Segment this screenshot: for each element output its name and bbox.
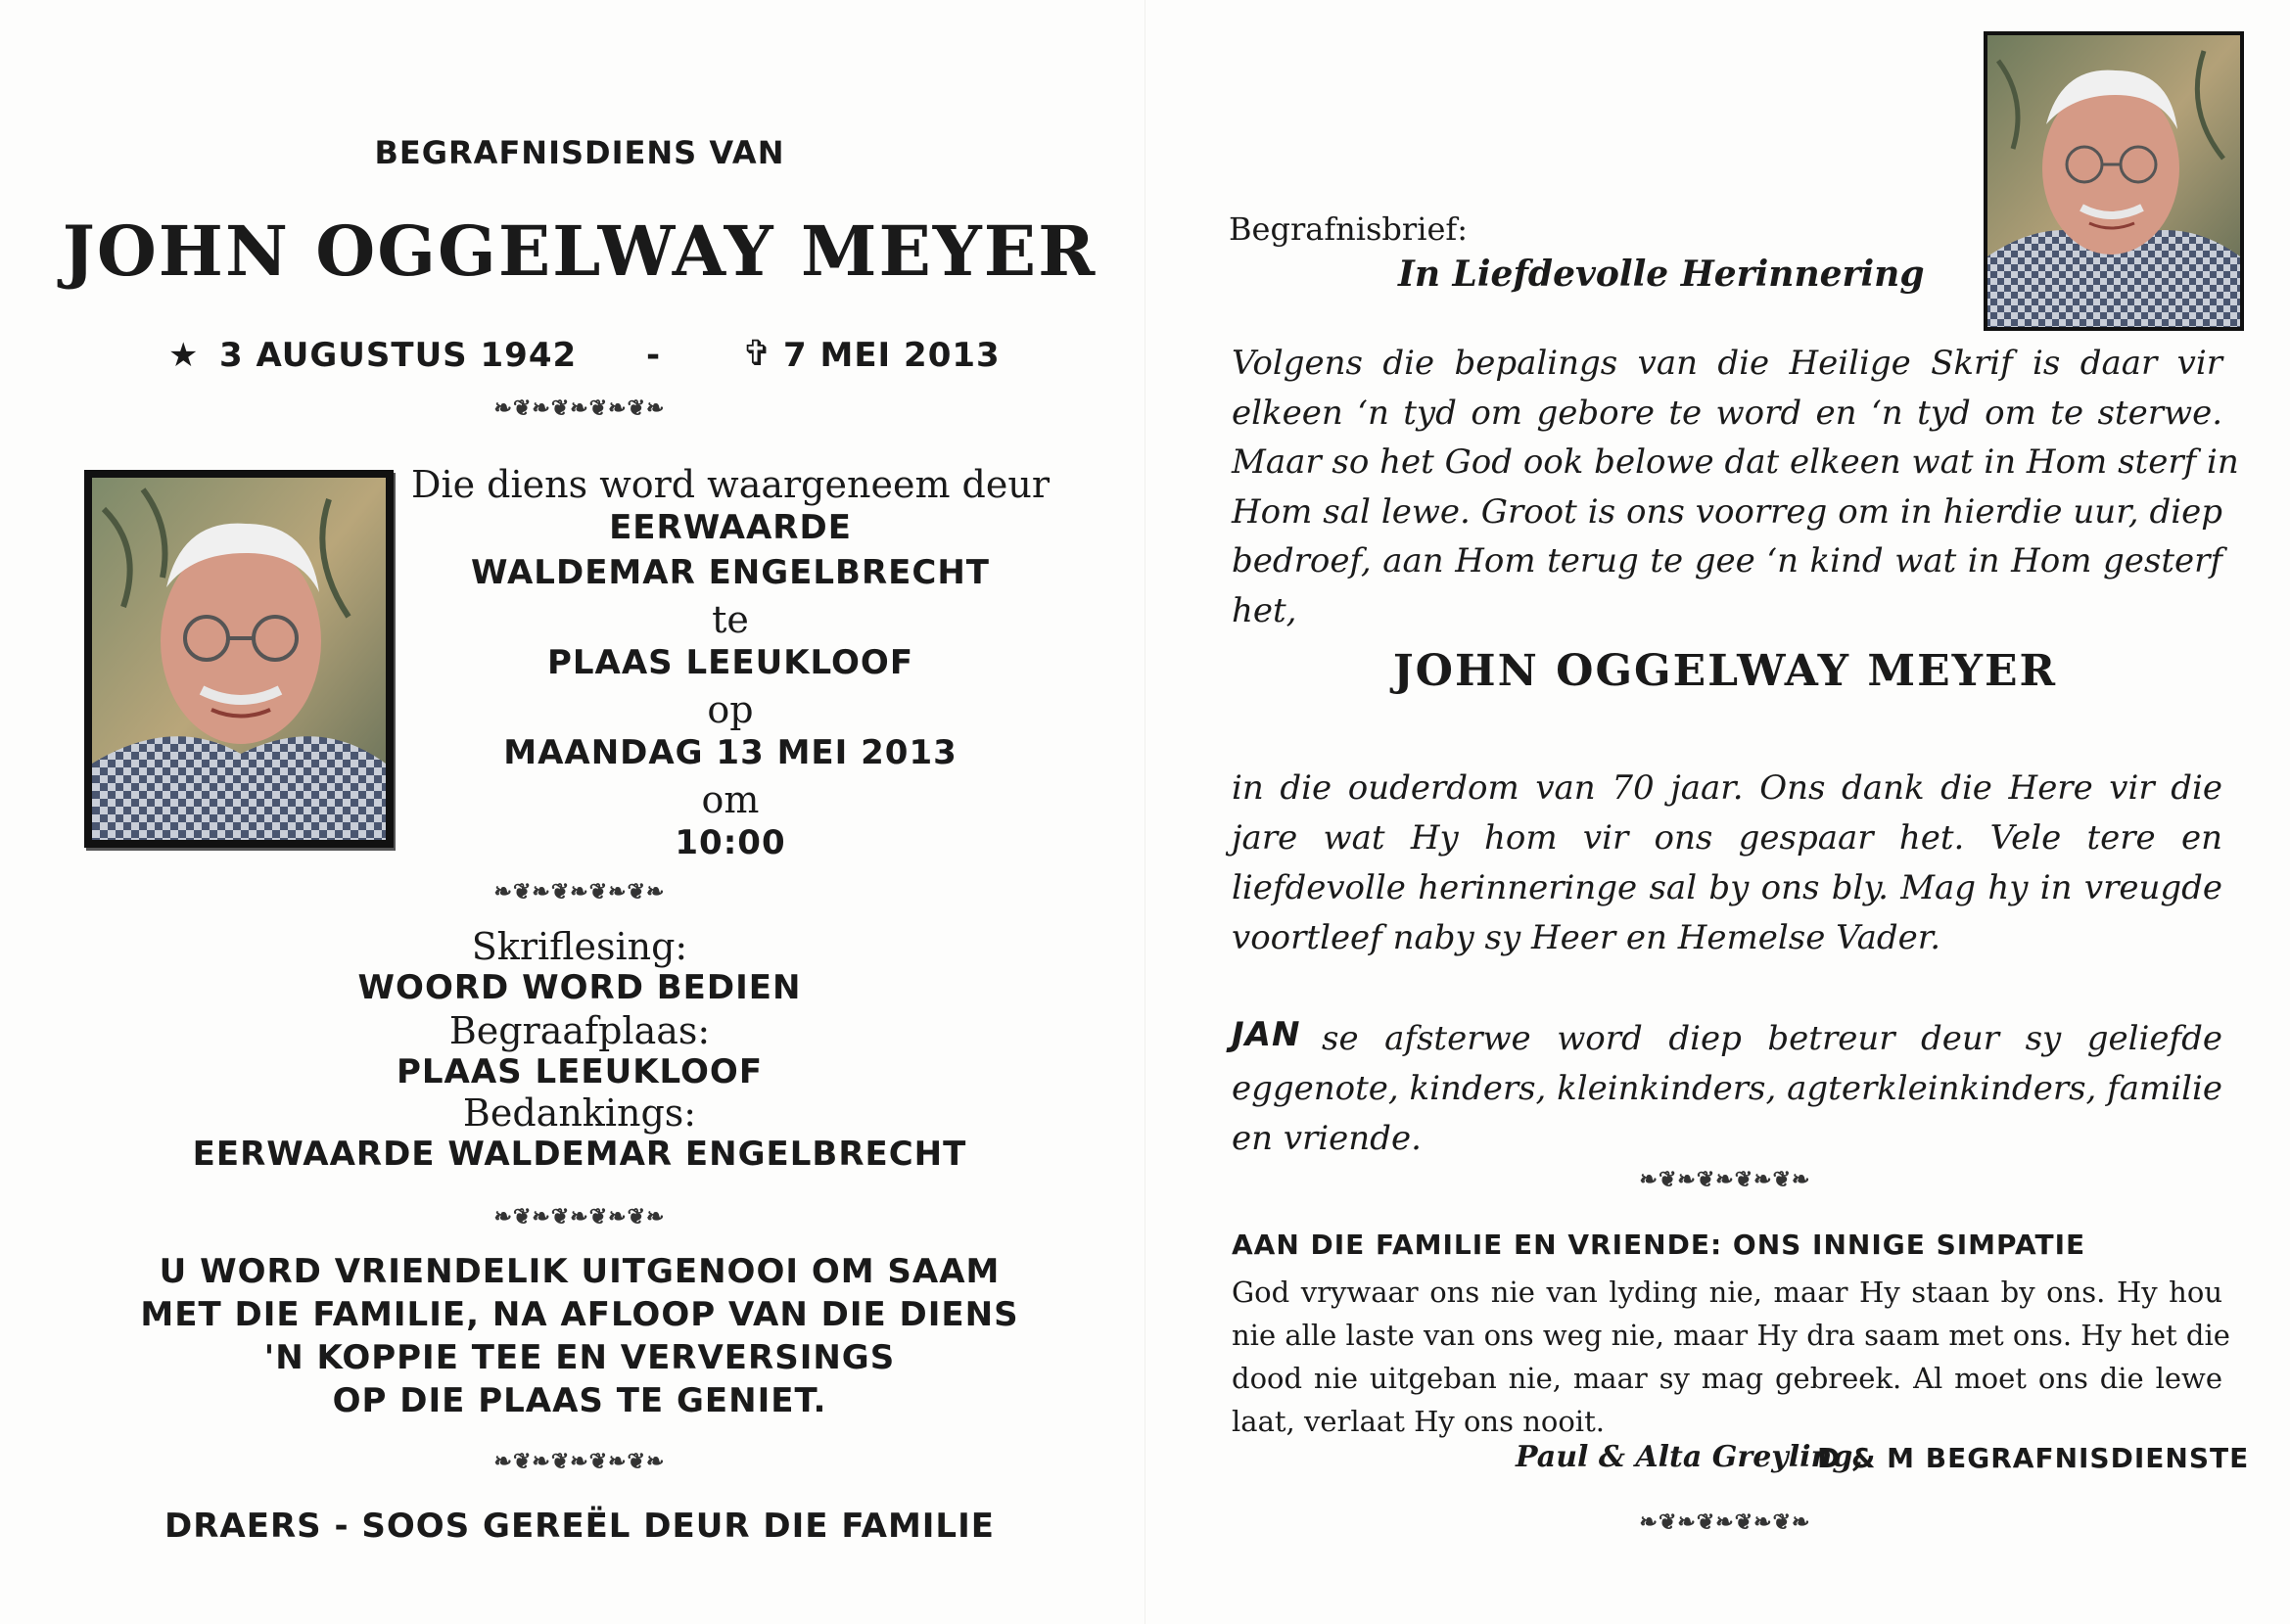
paragraph-line: voortleef naby sy Heer en Hemelse Vader. [1232,918,1941,957]
paragraph-line: eggenote, kinders, kleinkinders, agterkleinkinders, familie [1232,1069,2222,1108]
paragraph-line: Hom sal lewe. Groot is ons voorreg om in hierdie uur, diep [1232,491,2222,532]
left-heading: BEGRAFNISDIENS VAN [374,134,785,171]
burial-value: PLAAS LEEUKLOOF [396,1052,764,1091]
paragraph-line: bedroef, aan Hom terug te gee ‘n kind wat in Hom gesterf [1232,541,2222,580]
thanks-value: EERWAARDE WALDEMAR ENGELBRECHT [192,1135,967,1174]
scripture-label: Skriflesing: [471,925,688,968]
divider-ornament: ❧❦❧❦❧❦❧❦❧ [1639,1509,1811,1535]
birth-date: 3 AUGUSTUS 1942 [219,336,578,375]
service-time: 10:00 [675,823,786,862]
service-intro: Die diens word waargeneem deur [410,463,1051,506]
invite-line: MET DIE FAMILIE, NA AFLOOP VAN DIE DIENS [140,1295,1019,1334]
invite-line: 'N KOPPIE TEE EN VERVERSINGS [263,1338,896,1377]
officiant-title: EERWAARDE [609,508,852,547]
signature-company: D & M BEGRAFNISDIENSTE [1817,1442,2250,1474]
paragraph-line: Volgens die bepalings van die Heilige Skrif is daar vir [1232,344,2222,383]
left-deceased-name: JOHN OGGELWAY MEYER [62,210,1098,292]
birth-symbol: ★ [168,336,200,375]
paragraph-line: elkeen ‘n tyd om gebore te word en ‘n tyd om te sterwe. [1232,393,2222,433]
paragraph-line: God vrywaar ons nie van lyding nie, maar Hy staan by ons. Hy hou [1232,1276,2222,1309]
age-paragraph [1232,764,2222,963]
paragraph-line: liefdevolle herinneringe sal by ons bly. Mag hy in vreugde [1232,868,2222,907]
paragraph-line: in die ouderdom van 70 jaar. Ons dank die Here vir die [1232,768,2222,808]
portrait-image [1984,31,2244,331]
date-dash: - [646,336,662,375]
death-date: 7 MEI 2013 [783,336,1001,375]
paragraph-line: dood nie uitgeban nie, maar sy mag gebreek. Al moet ons die lewe [1232,1362,2222,1395]
letter-label: Begrafnisbrief: [1229,210,1468,248]
divider-ornament: ❧❦❧❦❧❦❧❦❧ [493,879,666,905]
signature-names: Paul & Alta Greyling, [1516,1440,1863,1474]
mourning-paragraph-first [1322,1014,2222,1064]
invite-line: OP DIE PLAAS TE GENIET. [332,1381,827,1420]
divider-ornament: ❧❦❧❦❧❦❧❦❧ [493,395,666,421]
memory-heading: In Liefdevolle Herinnering [1398,254,1925,295]
paragraph-line: nie alle laste van ons weg nie, maar Hy dra saam met ons. Hy het die [1232,1319,2230,1352]
divider-ornament: ❧❦❧❦❧❦❧❦❧ [493,1449,666,1474]
sympathy-heading: AAN DIE FAMILIE EN VRIENDE: ONS INNIGE SIMPATIE [1232,1229,2086,1261]
venue: PLAAS LEEUKLOOF [546,643,914,682]
invite-line: U WORD VRIENDELIK UITGENOOI OM SAAM [159,1252,1001,1291]
bearers-note: DRAERS - SOOS GEREËL DEUR DIE FAMILIE [164,1507,995,1546]
word-te: te [712,598,749,641]
paragraph-line: se afsterwe word diep betreur deur sy geliefde [1322,1019,2222,1058]
officiant-name: WALDEMAR ENGELBRECHT [471,553,990,592]
right-deceased-name: JOHN OGGELWAY MEYER [1392,646,2058,696]
paragraph-line: en vriende. [1232,1119,1422,1158]
burial-label: Begraafplaas: [448,1009,711,1052]
word-om: om [701,778,760,821]
mourning-paragraph-rest [1232,1064,2222,1164]
paragraph-line: het, [1232,590,1297,630]
thanks-label: Bedankings: [462,1091,697,1135]
paragraph-line: laat, verlaat Hy ons nooit. [1232,1405,1605,1438]
deceased-photo-left [84,470,394,848]
divider-ornament: ❧❦❧❦❧❦❧❦❧ [493,1204,666,1230]
death-symbol: ✞ [742,334,773,374]
scripture-value: WOORD WORD BEDIEN [357,968,802,1007]
scripture-paragraph [1232,339,2239,635]
divider-ornament: ❧❦❧❦❧❦❧❦❧ [1639,1167,1811,1192]
word-op: op [707,688,754,731]
paragraph-line: Maar so het God ook belowe dat elkeen wat in Hom sterf in [1232,442,2239,482]
paragraph-line: jare wat Hy hom vir ons gespaar het. Vele tere en [1232,818,2222,858]
deceased-photo-right [1984,31,2244,331]
nickname: JAN [1232,1015,1301,1054]
portrait-image [84,470,394,848]
sympathy-paragraph [1232,1271,2230,1443]
service-date: MAANDAG 13 MEI 2013 [503,733,958,772]
